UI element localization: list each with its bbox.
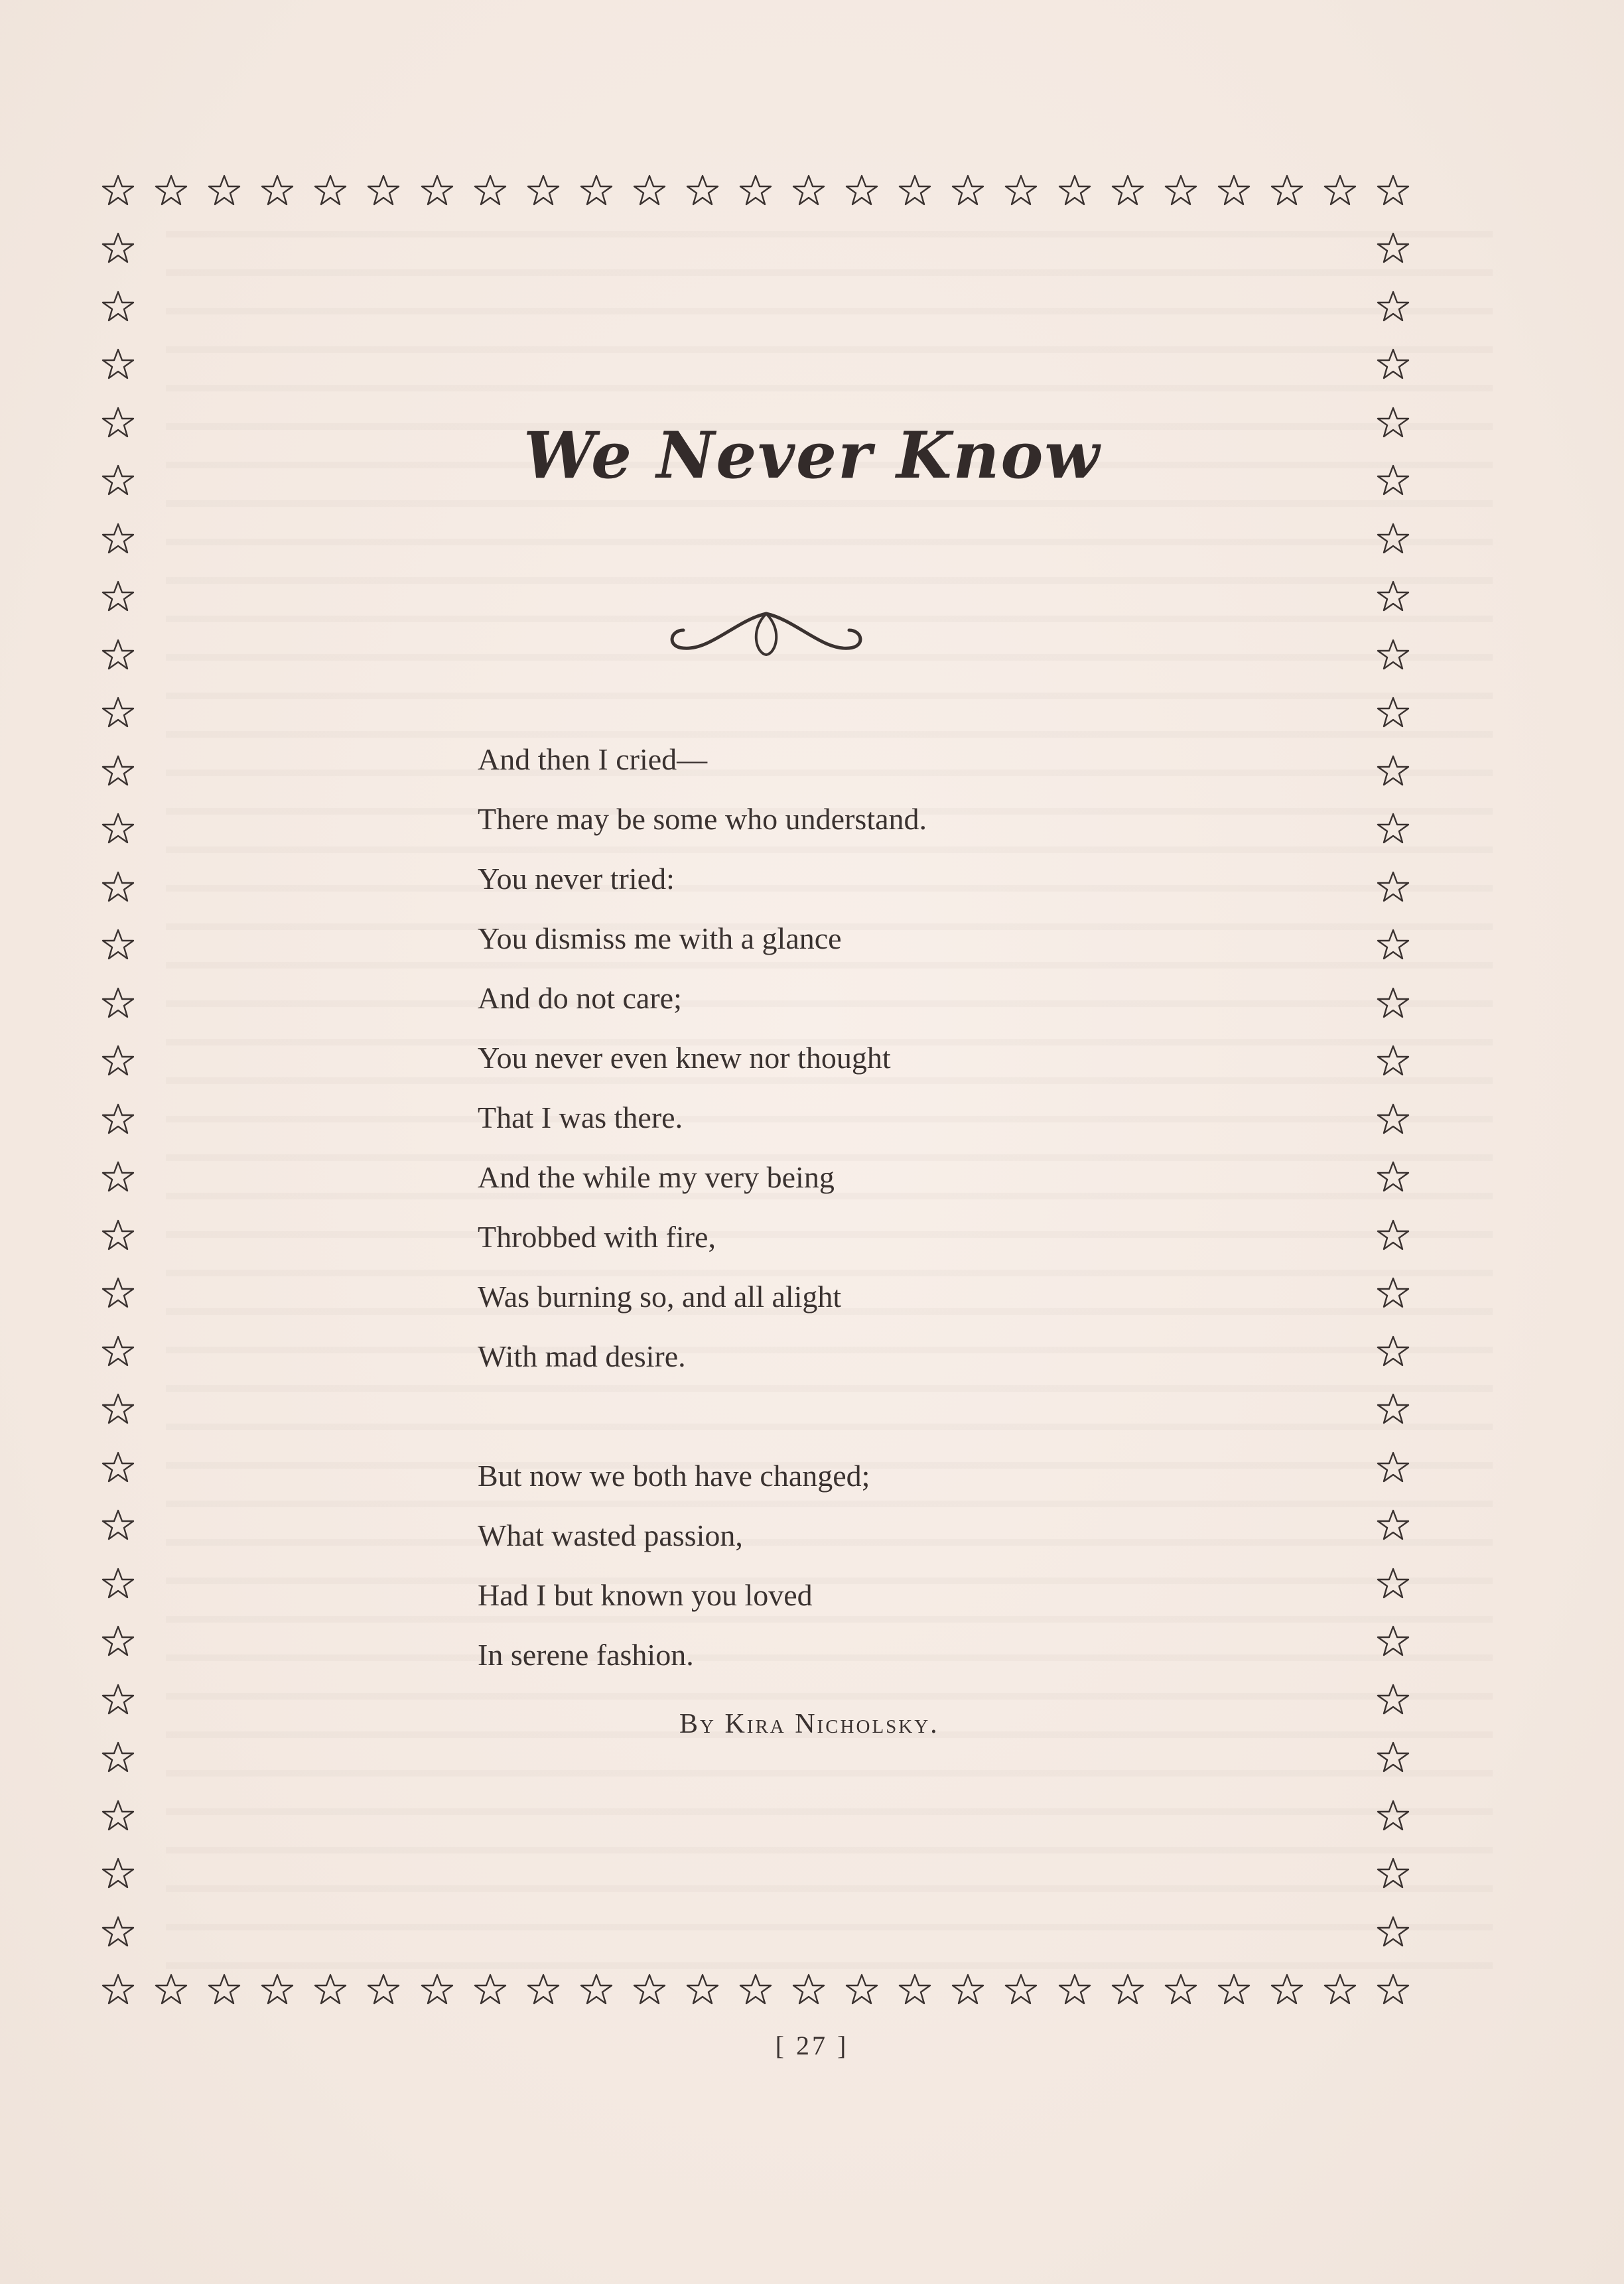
poem-line: What wasted passion, [478,1518,743,1552]
star-icon [1376,1741,1410,1775]
star-icon [526,174,561,208]
star-icon [260,174,295,208]
star-icon [632,174,667,208]
star-icon [1270,174,1304,208]
star-icon [101,1741,135,1775]
star-icon [1323,174,1357,208]
star-icon [738,174,773,208]
star-icon [420,174,454,208]
star-icon [101,1567,135,1601]
star-icon [101,1103,135,1137]
star-icon [1376,174,1410,208]
star-icon [101,1683,135,1717]
star-icon [313,1973,348,2007]
star-icon [951,1973,985,2007]
star-icon [1323,1973,1357,2007]
star-icon [1376,1219,1410,1253]
star-icon [1376,1915,1410,1950]
star-icon [101,348,135,382]
star-icon [473,1973,508,2007]
star-icon [898,1973,932,2007]
star-icon [207,174,241,208]
star-icon [1217,174,1251,208]
star-icon [154,174,188,208]
star-icon [101,1044,135,1079]
poem-line: That I was there. [478,1101,683,1134]
star-icon [101,928,135,963]
star-icon [1057,174,1092,208]
star-icon [579,1973,614,2007]
flourish-ornament-icon [657,594,876,667]
star-icon [313,174,348,208]
star-icon [101,754,135,789]
star-icon [1376,812,1410,846]
poem-line: Had I but known you loved [478,1578,813,1612]
star-icon [101,1915,135,1950]
star-icon [1376,1509,1410,1543]
poem-line: There may be some who understand. [478,802,927,836]
poem-line: But now we both have changed; [478,1459,870,1493]
stanza-break [478,1386,1274,1446]
star-icon [1376,1973,1410,2007]
star-icon [579,174,614,208]
star-icon [1376,754,1410,789]
poem-line: Throbbed with fire, [478,1220,716,1254]
poem-line: And then I cried— [478,742,708,776]
byline: By Kira Nicholsky. [679,1709,939,1739]
star-icon [101,522,135,557]
star-icon [1376,928,1410,963]
star-icon [101,1392,135,1427]
star-icon [1376,1799,1410,1834]
star-icon [101,1509,135,1543]
star-icon [1164,174,1198,208]
star-icon [101,1276,135,1311]
star-icon [1111,1973,1145,2007]
star-icon [1376,1103,1410,1137]
star-icon [1376,580,1410,614]
star-icon [101,174,135,208]
star-icon [1376,638,1410,673]
star-icon [101,870,135,905]
star-icon [1376,1857,1410,1891]
star-icon [738,1973,773,2007]
star-icon [1376,696,1410,730]
star-icon [1376,1276,1410,1311]
star-icon [1164,1973,1198,2007]
star-icon [101,986,135,1021]
stanza [478,1446,1274,1685]
star-icon [1376,1683,1410,1717]
star-icon [207,1973,241,2007]
poem-line: You never even knew nor thought [478,1041,891,1075]
star-icon [260,1973,295,2007]
star-icon [1376,348,1410,382]
poem-line: You never tried: [478,862,675,896]
star-icon [101,232,135,266]
poem-body [478,730,1274,1685]
star-icon [845,174,879,208]
star-icon [101,1335,135,1369]
poem-line: And the while my very being [478,1160,835,1194]
star-icon [526,1973,561,2007]
star-icon [1376,1160,1410,1195]
star-icon [420,1973,454,2007]
star-icon [1004,174,1038,208]
star-icon [101,696,135,730]
poem-line: In serene fashion. [478,1638,694,1672]
star-icon [685,1973,720,2007]
star-icon [1376,1044,1410,1079]
star-icon [101,580,135,614]
page-number: [ 27 ] [775,2031,849,2060]
star-icon [1376,1392,1410,1427]
star-icon [951,174,985,208]
star-icon [1376,1335,1410,1369]
star-icon [1004,1973,1038,2007]
star-icon [632,1973,667,2007]
poem-line: You dismiss me with a glance [478,921,842,955]
star-icon [1376,290,1410,324]
star-icon [685,174,720,208]
star-icon [845,1973,879,2007]
star-icon [1376,232,1410,266]
star-icon [1111,174,1145,208]
stanza [478,730,1274,1386]
star-icon [1270,1973,1304,2007]
star-icon [791,1973,826,2007]
star-icon [1376,1567,1410,1601]
star-icon [101,290,135,324]
star-icon [791,174,826,208]
star-icon [101,1219,135,1253]
star-icon [1376,1625,1410,1659]
star-icon [1376,870,1410,905]
star-icon [898,174,932,208]
star-icon [101,812,135,846]
poem-line: With mad desire. [478,1339,686,1373]
star-icon [101,1973,135,2007]
star-icon [101,1451,135,1485]
star-icon [101,1799,135,1834]
star-icon [366,174,401,208]
star-icon [1376,522,1410,557]
star-icon [1217,1973,1251,2007]
star-icon [366,1973,401,2007]
star-icon [1376,986,1410,1021]
star-icon [101,1625,135,1659]
poem-line: And do not care; [478,981,682,1015]
poem-line: Was burning so, and all alight [478,1280,842,1313]
star-icon [101,1160,135,1195]
star-icon [1057,1973,1092,2007]
star-icon [154,1973,188,2007]
poem-title: We Never Know [523,418,1101,493]
star-icon [473,174,508,208]
star-icon [101,638,135,673]
star-icon [1376,1451,1410,1485]
star-icon [101,1857,135,1891]
